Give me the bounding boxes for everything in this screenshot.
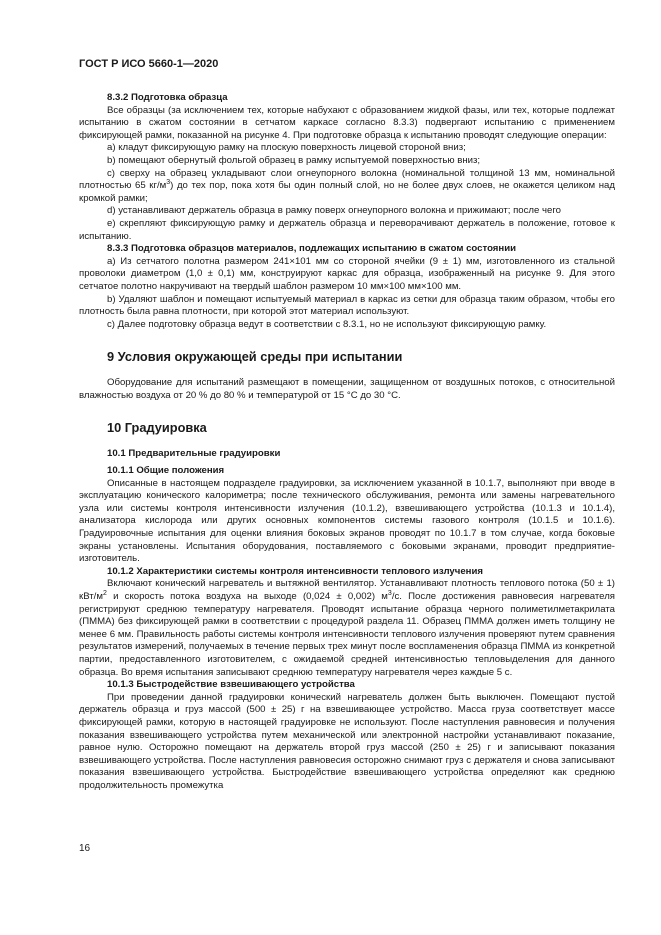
subsection-heading-10-1-1: 10.1.1 Общие положения [107, 465, 225, 477]
paragraph: При проведении данной градуировки конический нагреватель должен быть выключен. Помещают пустой держатель образца и груз массой (500 ± 25) г на взвешивающее устройство. Масса груза соответствует массе фиксирующей рамки, которую в настоящей градуировке не используют. После наступления равновесия и получения показания взвешивающего устройства путем механической или электронной настройки устанавливают показание, равное нулю. Осторожно помещают на держатель второй груз массой (250 ± 25) г и записывают показания взвешивающего устройства. После наступления равновесия осторожно снимают груз с держателя и снова записывают показания взвешивающего устройства. Быстродействие взвешивающего устройства определяют как среднюю продолжительность промежутка [79, 691, 615, 791]
list-item: c) Далее подготовку образца ведут в соответствии с 8.3.1, но не используют фиксирующую рамку. [107, 318, 547, 330]
subsection-heading-8-3-2: 8.3.2 Подготовка образца [107, 92, 228, 103]
running-header: ГОСТ Р ИСО 5660-1—2020 [79, 58, 219, 70]
list-item: а) кладут фиксирующую рамку на плоскую поверхность лицевой стороной вниз; [107, 142, 466, 154]
paragraph: Все образцы (за исключением тех, которые набухают с образованием жидкой фазы, или тех, которые подлежат испытанию в сжатом состоянии в сетчатом каркасе согласно 8.3.3) подвергают испытанию с применением фиксирующей рамки, показанной на рисунке 4. При подготовке образца к испытанию проводят следующие операции: [79, 104, 615, 141]
list-item: e) скрепляют фиксирующую рамку и держатель образца и переворачивают держатель в положение, готовое к испытанию. [79, 217, 615, 242]
section-heading-10: 10 Градуировка [107, 420, 207, 436]
text-run: Включают конический нагреватель и вытяжной вентилятор. Устанавливают плотность теплового потока (50 ± 1) кВт/м [79, 578, 615, 602]
list-item: b) помещают обернутый фольгой образец в рамку испытуемой поверхностью вниз; [107, 154, 481, 166]
superscript: 3 [387, 589, 392, 597]
list-item [79, 168, 615, 206]
page-body [79, 92, 615, 793]
text-run: и скорость потока воздуха на выходе (0,024 ± 0,002) м [106, 591, 388, 602]
text-run: ) до тех пор, пока хотя бы один полный слой, но не более двух слоев, не окажется целиком над кромкой рамки; [79, 180, 615, 204]
subsection-heading-8-3-3: 8.3.3 Подготовка образцов материалов, подлежащих испытанию в сжатом состоянии [107, 243, 516, 255]
superscript: 3 [166, 178, 171, 186]
superscript: 2 [102, 589, 107, 597]
section-heading-9: 9 Условия окружающей среды при испытании [107, 349, 403, 365]
page-number: 16 [79, 843, 91, 854]
paragraph [79, 578, 615, 679]
paragraph: Оборудование для испытаний размещают в помещении, защищенном от воздушных потоков, с относительной влажностью воздуха от 20 % до 80 % и температурой от 15 °С до 30 °С. [79, 377, 615, 401]
subsection-heading-10-1-2: 10.1.2 Характеристики системы контроля интенсивности теплового излучения [107, 565, 483, 577]
text-run: /с. После достижения равновесия нагревателя регистрируют среднюю температуру нагревателя. Проводят испытание образца черного полиметилметакрилата (ПММА) без фиксирующей рамки в соответствии с процедурой раздела 11. Образец ПММА должен иметь толщину не менее 6 мм. Правильность работы системы контроля интенсивности теплового излучения проверяют путем сравнения результатов измерений, получаемых в течение первых трех минут после воспламенения образца ПММА из конкретной партии, предоставленного изготовителем, с ожидаемой средней интенсивностью тепловыделения для данного образца. Во время испытания записывают среднюю температуру нагревателя через каждые 5 с. [79, 591, 615, 678]
list-item: d) устанавливают держатель образца в рамку поверх огнеупорного волокна и прижимают; после чего [107, 205, 561, 217]
text-run: c) сверху на образец укладывают слои огнеупорного волокна (номинальной толщиной 13 мм, номинальной плотностью 65 кг/м [79, 167, 615, 192]
subsection-heading-10-1: 10.1 Предварительные градуировки [107, 448, 281, 460]
list-item: b) Удаляют шаблон и помещают испытуемый материал в каркас из сетки для образца таким образом, чтобы его плотность была равна плотности, при которой этот материал используют. [79, 293, 615, 318]
subsection-heading-10-1-3: 10.1.3 Быстродействие взвешивающего устройства [107, 679, 355, 691]
paragraph: Описанные в настоящем подразделе градуировки, за исключением указанной в 10.1.7, выполняют при вводе в эксплуатацию конического калориметра; после технического обслуживания, ремонта или замены нагревательного узла или системы контроля интенсивности излучения (10.1.2), взвешивающего устройства (10.1.3 и 10.1.4), анализатора кислорода или других основных компонентов системы газового контроля (10.1.5 и 10.1.6). Градуировочные испытания для оценки влияния боковых экранов проводят по 10.1.7 в том случае, когда боковые экраны установлены. Испытания оборудования, поставляемого с боковыми экранами, проводит предприятие-изготовитель. [79, 477, 615, 565]
list-item: а) Из сетчатого полотна размером 241×101 мм со стороной ячейки (9 ± 1) мм, изготовленного из стальной проволоки диаметром (1,0 ± 0,1) мм, конструируют каркас для образца, изображенный на рисунке 9. Для этого сетчатое полотно накручивают на твердый шаблон размером 10 мм×100 мм×100 мм. [79, 255, 615, 292]
